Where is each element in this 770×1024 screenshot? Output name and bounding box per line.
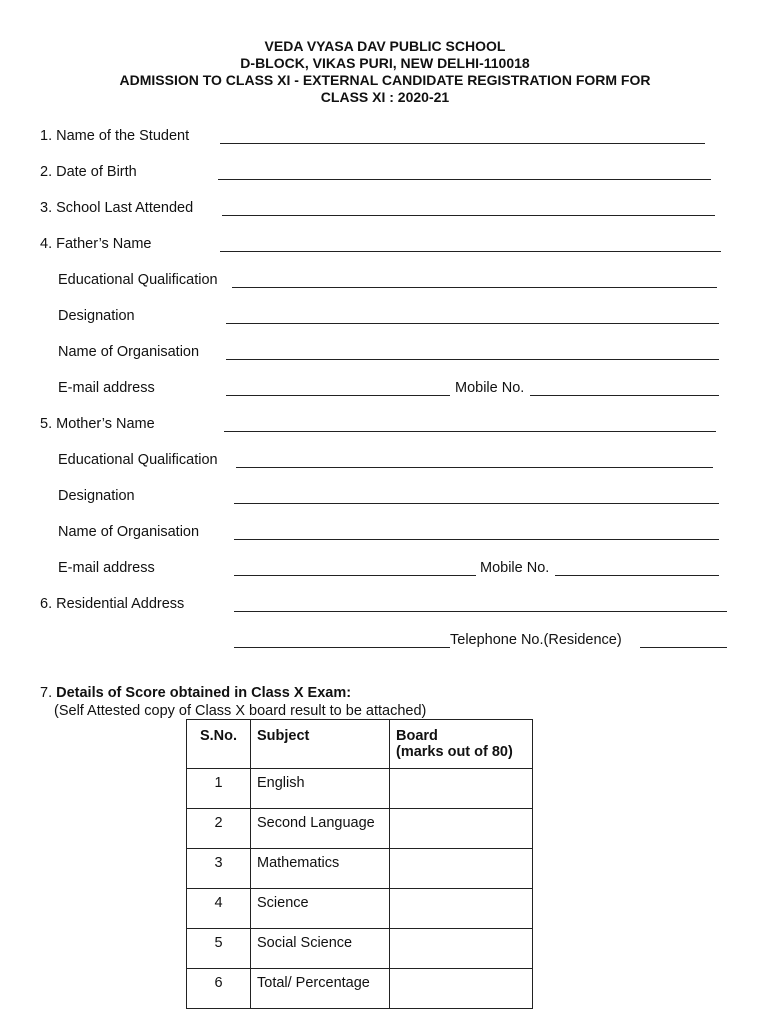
table-row <box>187 769 533 809</box>
section-number: 7. <box>40 685 57 701</box>
table-row <box>187 969 533 1009</box>
row-subject: Mathematics <box>251 849 390 889</box>
student-name-blank[interactable] <box>220 143 705 144</box>
table-row <box>187 889 533 929</box>
mother-name-blank[interactable] <box>224 431 716 432</box>
field-father-edu <box>58 272 730 292</box>
field-label: Name of Organisation <box>58 524 200 540</box>
row-board-cell[interactable] <box>390 769 533 809</box>
row-subject: Science <box>251 889 390 929</box>
field-mother-contact <box>58 560 730 580</box>
field-label: 6. Residential Address <box>40 596 185 612</box>
field-label: 5. Mother’s Name <box>40 416 155 432</box>
mother-email-blank[interactable] <box>234 575 476 576</box>
field-label: 2. Date of Birth <box>40 164 137 180</box>
row-subject: Total/ Percentage <box>251 969 390 1009</box>
board-header-line2: (marks out of 80) <box>396 744 513 760</box>
row-sno: 5 <box>187 929 251 969</box>
father-name-blank[interactable] <box>220 251 721 252</box>
father-mobile-blank[interactable] <box>530 395 719 396</box>
mother-edu-blank[interactable] <box>236 467 713 468</box>
field-school-last <box>40 200 730 220</box>
table-row <box>187 929 533 969</box>
field-address <box>40 596 730 616</box>
table-row <box>187 809 533 849</box>
row-sno: 1 <box>187 769 251 809</box>
field-mother-name <box>40 416 730 436</box>
col-header-subject: Subject <box>251 720 390 769</box>
field-father-org <box>58 344 730 364</box>
field-label: Educational Qualification <box>58 272 218 288</box>
dob-blank[interactable] <box>218 179 711 180</box>
row-subject: English <box>251 769 390 809</box>
father-email-blank[interactable] <box>226 395 450 396</box>
row-board-cell[interactable] <box>390 889 533 929</box>
row-sno: 6 <box>187 969 251 1009</box>
row-board-cell[interactable] <box>390 969 533 1009</box>
section-title: Details of Score obtained in Class X Exam: <box>56 685 352 701</box>
field-father-desig <box>58 308 730 328</box>
field-label: E-mail address <box>58 380 155 396</box>
field-label: Designation <box>58 308 135 324</box>
mobile-label: Mobile No. <box>480 560 550 576</box>
field-label: 3. School Last Attended <box>40 200 194 216</box>
scores-note: (Self Attested copy of Class X board result to be attached) <box>54 703 427 719</box>
mobile-label: Mobile No. <box>455 380 525 396</box>
scores-title <box>40 684 426 702</box>
row-sno: 2 <box>187 809 251 849</box>
field-label: Name of Organisation <box>58 344 200 360</box>
telephone-blank[interactable] <box>640 647 727 648</box>
row-subject: Social Science <box>251 929 390 969</box>
row-board-cell[interactable] <box>390 929 533 969</box>
table-row <box>187 849 533 889</box>
school-name: VEDA VYASA DAV PUBLIC SCHOOL <box>264 38 506 54</box>
row-board-cell[interactable] <box>390 809 533 849</box>
field-dob <box>40 164 730 184</box>
form-title: ADMISSION TO CLASS XI - EXTERNAL CANDIDATE REGISTRATION FORM FOR <box>119 72 651 88</box>
school-last-blank[interactable] <box>222 215 715 216</box>
field-label: 1. Name of the Student <box>40 128 190 144</box>
field-label: E-mail address <box>58 560 155 576</box>
field-mother-desig <box>58 488 730 508</box>
field-label: Designation <box>58 488 135 504</box>
telephone-label: Telephone No.(Residence) <box>450 632 622 648</box>
field-mother-edu <box>58 452 730 472</box>
row-sno: 3 <box>187 849 251 889</box>
scores-table <box>186 719 533 1009</box>
field-father-contact <box>58 380 730 400</box>
board-header-line1: Board <box>396 728 438 744</box>
mother-org-blank[interactable] <box>234 539 719 540</box>
col-header-board <box>390 720 533 769</box>
field-label: 4. Father’s Name <box>40 236 152 252</box>
scores-section <box>40 684 426 720</box>
address-blank-1[interactable] <box>234 611 727 612</box>
field-label: Educational Qualification <box>58 452 218 468</box>
row-subject: Second Language <box>251 809 390 849</box>
row-sno: 4 <box>187 889 251 929</box>
mother-mobile-blank[interactable] <box>555 575 719 576</box>
col-header-sno: S.No. <box>187 720 251 769</box>
table-header-row <box>187 720 533 769</box>
father-edu-blank[interactable] <box>232 287 717 288</box>
field-telephone <box>40 632 730 652</box>
row-board-cell[interactable] <box>390 849 533 889</box>
address-blank-2[interactable] <box>234 647 450 648</box>
form-header <box>0 38 770 106</box>
father-org-blank[interactable] <box>226 359 719 360</box>
mother-desig-blank[interactable] <box>234 503 719 504</box>
field-mother-org <box>58 524 730 544</box>
field-student-name <box>40 128 730 148</box>
father-desig-blank[interactable] <box>226 323 719 324</box>
form-session: CLASS XI : 2020-21 <box>320 89 450 105</box>
field-father-name <box>40 236 730 256</box>
school-address: D-BLOCK, VIKAS PURI, NEW DELHI-110018 <box>240 55 530 71</box>
